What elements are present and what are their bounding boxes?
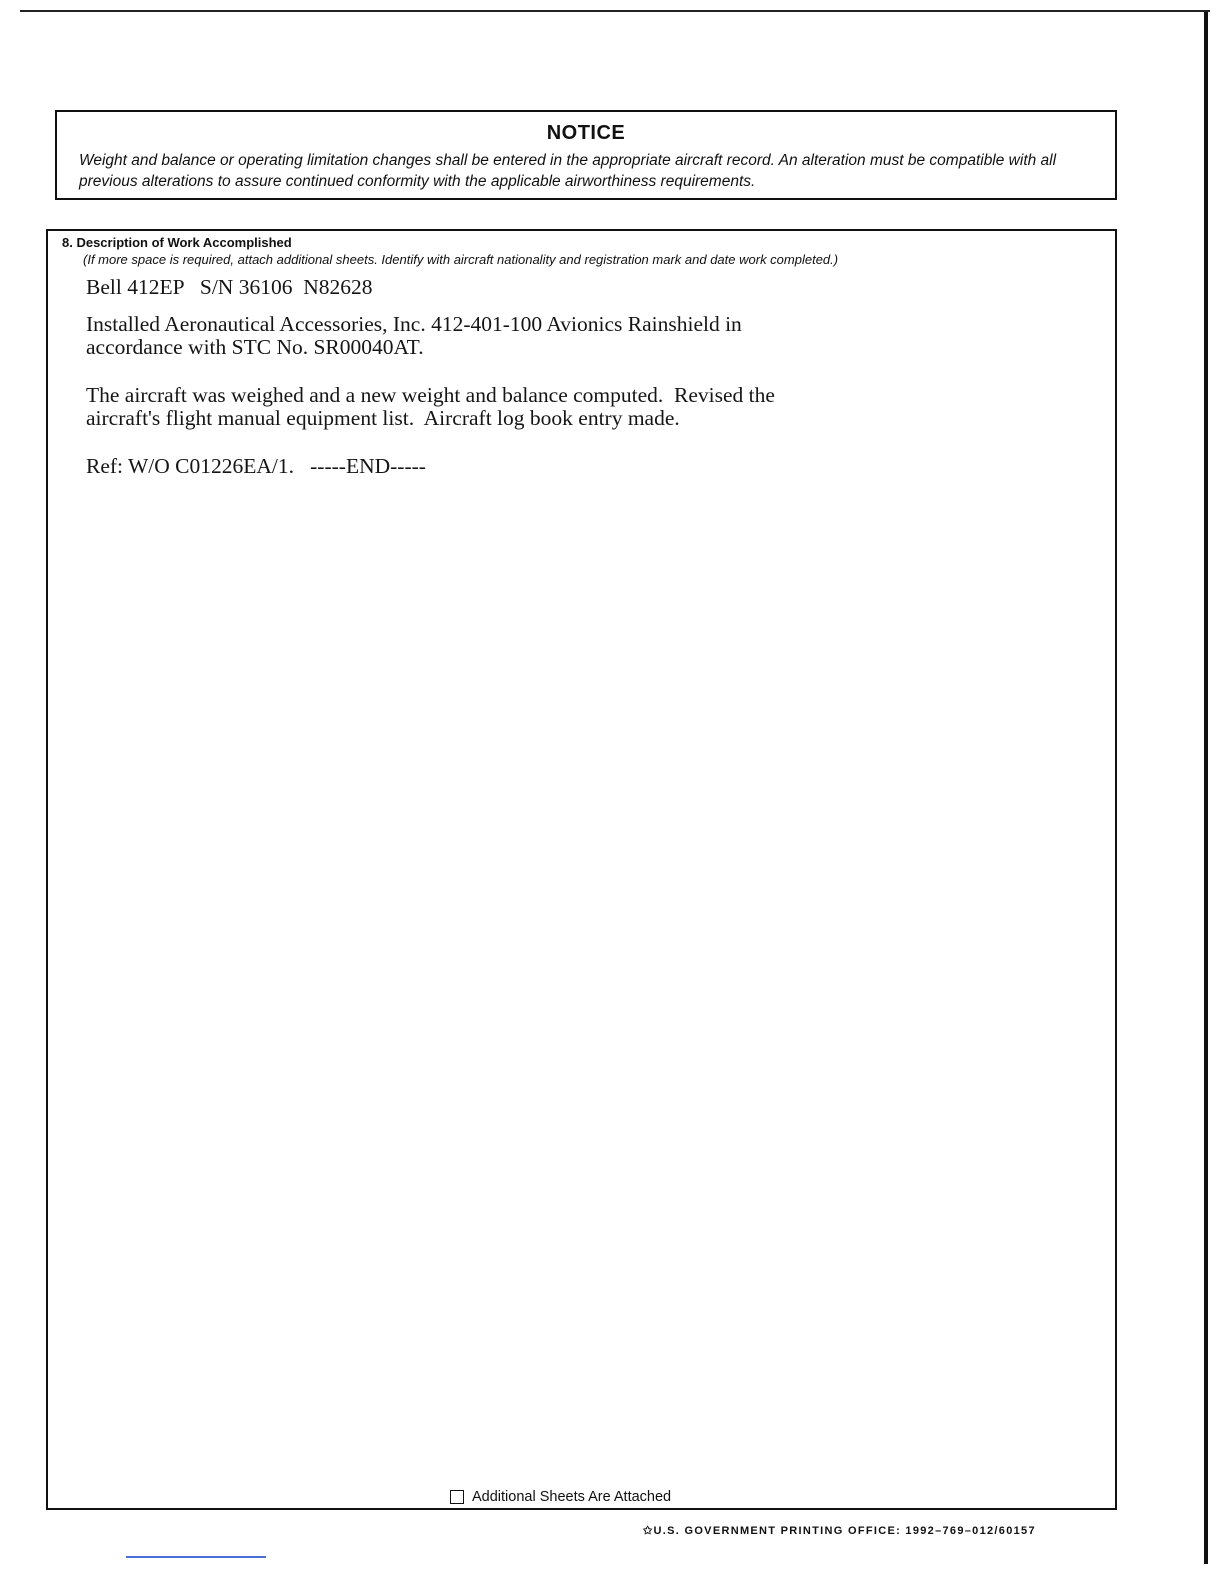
page-edge (1204, 12, 1208, 1564)
aircraft-id-line: Bell 412EP S/N 36106 N82628 (86, 275, 373, 299)
additional-sheets-label: Additional Sheets Are Attached (472, 1489, 672, 1505)
additional-sheets-checkbox-row[interactable] (450, 1489, 671, 1505)
work-line-2: accordance with STC No. SR00040AT. (86, 335, 424, 359)
reference-line: Ref: W/O C01226EA/1. -----END----- (86, 454, 426, 478)
additional-sheets-checkbox[interactable] (450, 1490, 464, 1504)
notice-title: NOTICE (546, 122, 626, 144)
top-rule (20, 10, 1210, 12)
work-description-box (46, 229, 1117, 1510)
notice-text: Weight and balance or operating limitation changes shall be entered in the appropriate aircraft record. An alteration must be compatible with all previous alterations to assure continued conformity with the applicable airworthiness requirements. (79, 152, 1057, 190)
work-line-3: The aircraft was weighed and a new weight and balance computed. Revised the (86, 383, 775, 407)
section-instructions: (If more space is required, attach additional sheets. Identify with aircraft nationality and registration mark and date work completed.) (83, 252, 839, 267)
printing-office-footer: ✩U.S. GOVERNMENT PRINTING OFFICE: 1992–769–012/60157 (643, 1525, 1036, 1537)
notice-box (55, 110, 1117, 200)
section-label: 8. Description of Work Accomplished (62, 235, 292, 250)
work-line-4: aircraft's flight manual equipment list. Aircraft log book entry made. (86, 406, 680, 430)
work-line-1: Installed Aeronautical Accessories, Inc. 412-401-100 Avionics Rainshield in (86, 312, 742, 336)
blue-underline-mark (126, 1556, 266, 1558)
